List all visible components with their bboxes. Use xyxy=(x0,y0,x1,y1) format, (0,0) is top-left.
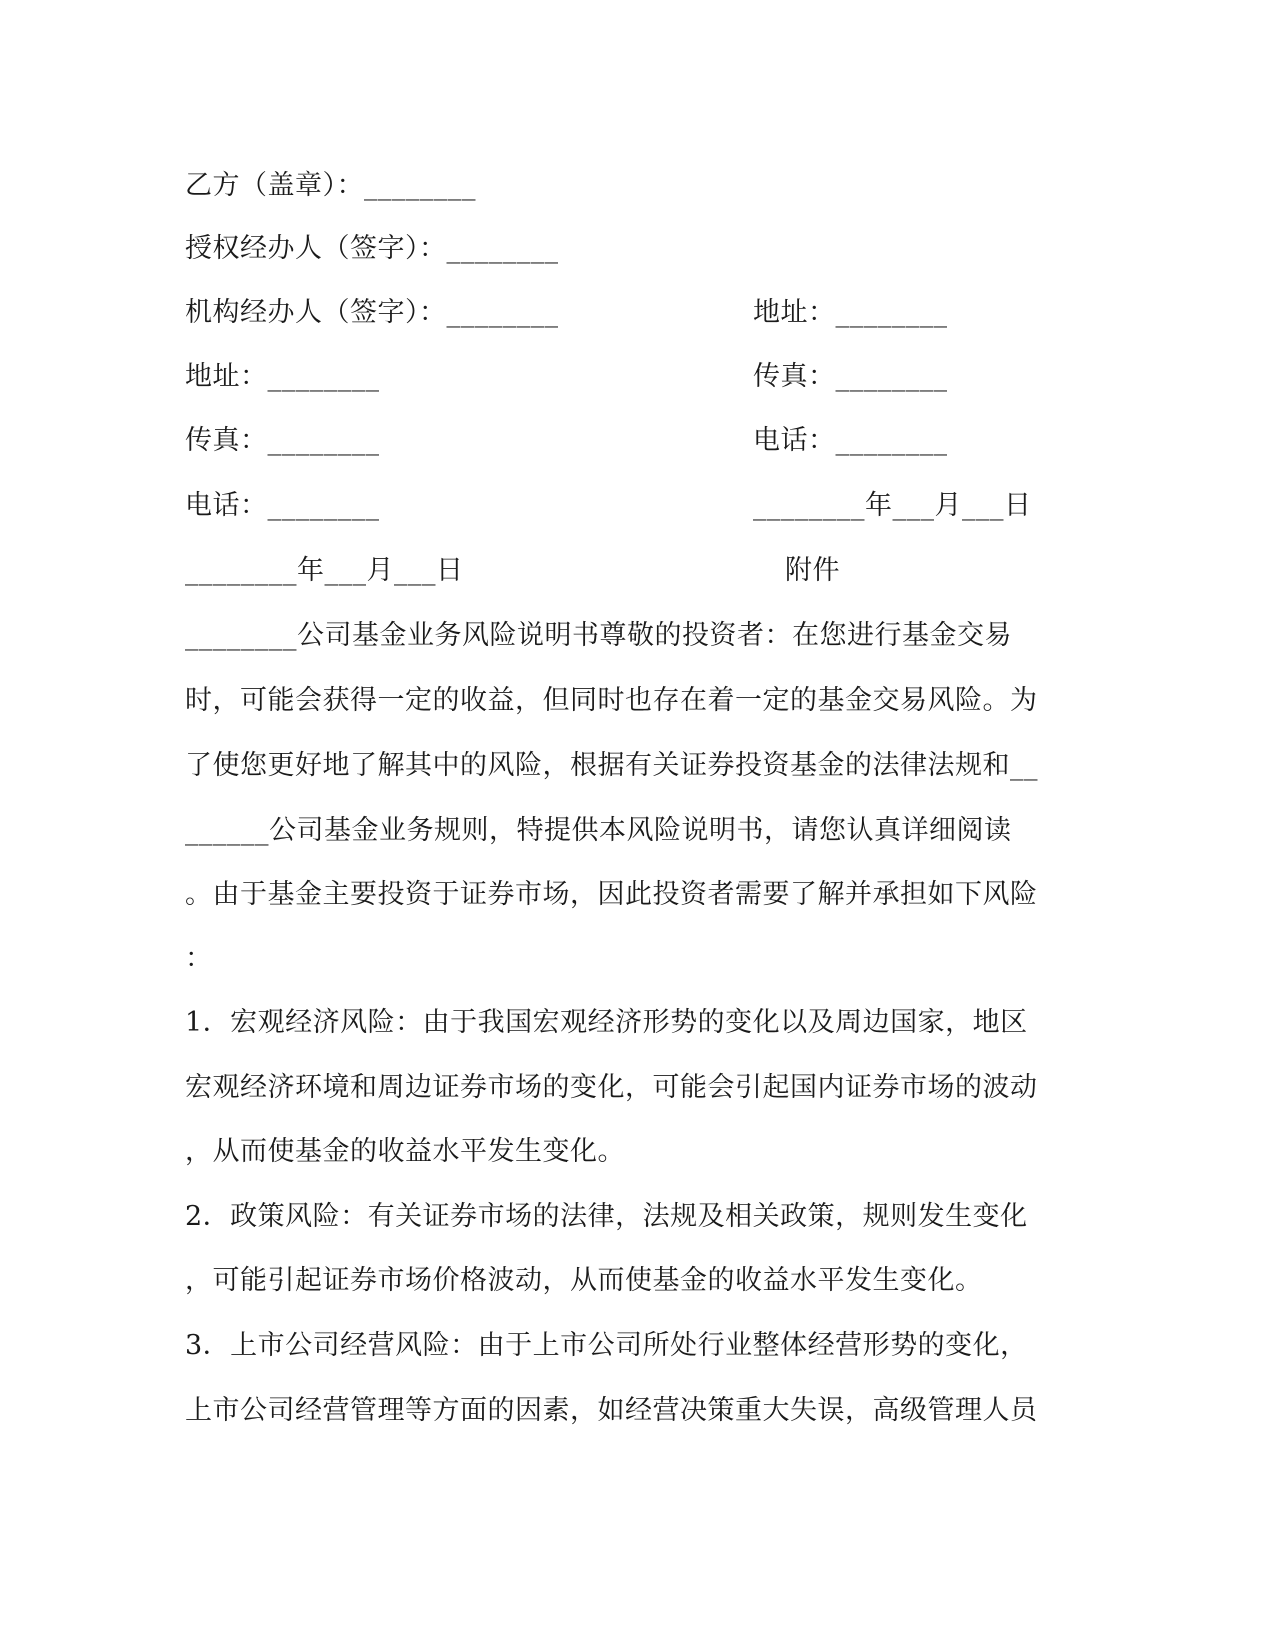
attachment-label: 附件 xyxy=(785,555,840,586)
body-line: ________公司基金业务风险说明书尊敬的投资者：在您进行基金交易 xyxy=(185,620,1012,651)
body-line: 。由于基金主要投资于证券市场，因此投资者需要了解并承担如下风险 xyxy=(185,879,1038,910)
right-phone-line: 电话：________ xyxy=(753,425,948,456)
body-line: ： xyxy=(185,943,213,974)
body-line: 3．上市公司经营风险：由于上市公司所处行业整体经营形势的变化， xyxy=(185,1330,1028,1361)
body-line: 1．宏观经济风险：由于我国宏观经济形势的变化以及周边国家，地区 xyxy=(185,1007,1028,1038)
body-line: ，从而使基金的收益水平发生变化。 xyxy=(185,1136,625,1167)
left-date-line: ________年___月___日 xyxy=(185,555,464,586)
body-line: 上市公司经营管理等方面的因素，如经营决策重大失误，高级管理人员 xyxy=(185,1395,1038,1426)
right-fax-line: 传真：________ xyxy=(753,361,948,392)
left-address-line: 地址：________ xyxy=(185,361,380,392)
body-line: ______公司基金业务规则，特提供本风险说明书，请您认真详细阅读 xyxy=(185,815,1012,846)
right-date-line: ________年___月___日 xyxy=(753,490,1032,521)
party-b-seal-line: 乙方（盖章）：________ xyxy=(185,170,476,201)
right-address-line: 地址：________ xyxy=(753,297,948,328)
body-line: 时，可能会获得一定的收益，但同时也存在着一定的基金交易风险。为 xyxy=(185,685,1038,716)
body-line: 宏观经济环境和周边证券市场的变化，可能会引起国内证券市场的波动 xyxy=(185,1072,1038,1103)
left-fax-line: 传真：________ xyxy=(185,425,380,456)
body-line: 2．政策风险：有关证券市场的法律，法规及相关政策，规则发生变化 xyxy=(185,1201,1028,1232)
body-line: 了使您更好地了解其中的风险，根据有关证券投资基金的法律法规和__ xyxy=(185,750,1038,781)
authorized-agent-signature-line: 授权经办人（签字）：________ xyxy=(185,233,559,264)
institution-agent-signature-line: 机构经办人（签字）：________ xyxy=(185,297,559,328)
body-line: ，可能引起证券市场价格波动，从而使基金的收益水平发生变化。 xyxy=(185,1265,983,1296)
left-phone-line: 电话：________ xyxy=(185,490,380,521)
